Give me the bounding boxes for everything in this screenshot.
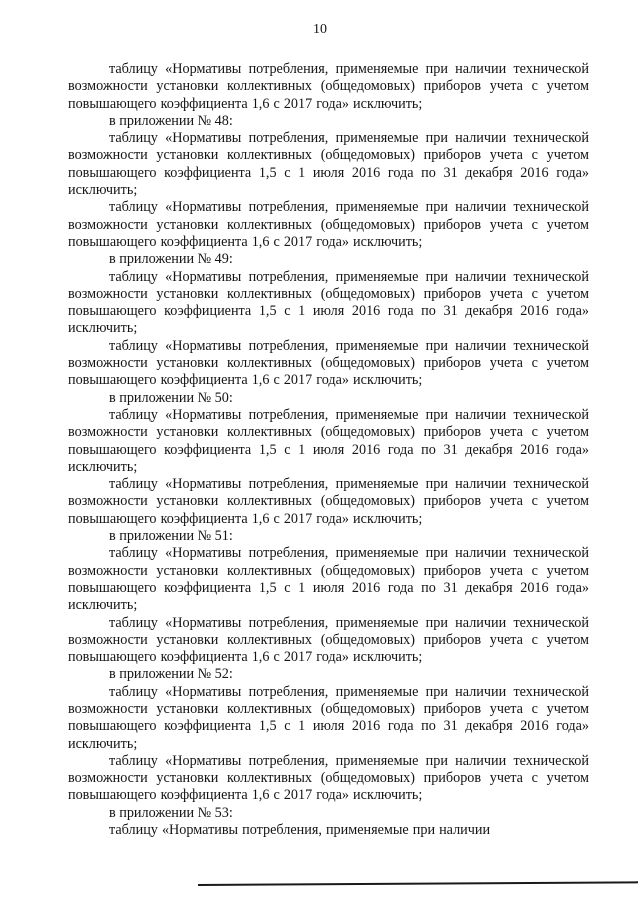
paragraph: таблицу «Нормативы потребления, применяемые при наличии технической возможности установки коллективных (общедомовых) приборов учета с учетом повышающего коэффициента 1,6 с 2017 года» исключить; [68, 752, 589, 804]
appendix-heading: в приложении № 51: [109, 528, 233, 545]
appendix-heading: в приложении № 52: [109, 666, 233, 683]
paragraph: таблицу «Нормативы потребления, применяемые при наличии технической возможности установки коллективных (общедомовых) приборов учета с учетом повышающего коэффициента 1,6 с 2017 года» исключить; [68, 476, 589, 527]
paragraph: таблицу «Нормативы потребления, применяемые при наличии технической возможности установки коллективных (общедомовых) приборов учета с учетом повышающего коэффициента 1,5 с 1 июля 2016 года по 31 декабря 2016 года» исключить; [68, 268, 589, 337]
appendix-heading: в приложении № 53: [109, 804, 233, 821]
document-body [68, 61, 589, 839]
footer-rule [198, 881, 638, 886]
appendix-heading: в приложении № 48: [109, 112, 233, 129]
paragraph: таблицу «Нормативы потребления, применяемые при наличии технической возможности установки коллективных (общедомовых) приборов учета с учетом повышающего коэффициента 1,5 с 1 июля 2016 года по 31 декабря 2016 года» исключить; [68, 406, 589, 475]
paragraph: таблицу «Нормативы потребления, применяемые при наличии технической возможности установки коллективных (общедомовых) приборов учета с учетом повышающего коэффициента 1,6 с 2017 года» исключить; [68, 614, 589, 666]
paragraph: таблицу «Нормативы потребления, применяемые при наличии технической возможности установки коллективных (общедомовых) приборов учета с учетом повышающего коэффициента 1,5 с 1 июля 2016 года по 31 декабря 2016 года» исключить; [68, 683, 589, 752]
paragraph: таблицу «Нормативы потребления, применяемые при наличии технической возможности установки коллективных (общедомовых) приборов учета с учетом повышающего коэффициента 1,6 с 2017 года» исключить; [68, 199, 589, 250]
paragraph: таблицу «Нормативы потребления, применяемые при наличии технической возможности установки коллективных (общедомовых) приборов учета с учетом повышающего коэффициента 1,6 с 2017 года» исключить; [68, 61, 589, 112]
paragraph: таблицу «Нормативы потребления, применяемые при наличии технической возможности установки коллективных (общедомовых) приборов учета с учетом повышающего коэффициента 1,5 с 1 июля 2016 года по 31 декабря 2016 года» исключить; [68, 545, 589, 614]
appendix-heading: в приложении № 50: [109, 389, 233, 406]
appendix-heading: в приложении № 49: [109, 251, 233, 268]
paragraph: таблицу «Нормативы потребления, применяемые при наличии [109, 822, 491, 839]
paragraph: таблицу «Нормативы потребления, применяемые при наличии технической возможности установки коллективных (общедомовых) приборов учета с учетом повышающего коэффициента 1,6 с 2017 года» исключить; [68, 337, 589, 389]
paragraph: таблицу «Нормативы потребления, применяемые при наличии технической возможности установки коллективных (общедомовых) приборов учета с учетом повышающего коэффициента 1,5 с 1 июля 2016 года по 31 декабря 2016 года» исключить; [68, 130, 589, 199]
page-number: 10 [313, 22, 327, 37]
